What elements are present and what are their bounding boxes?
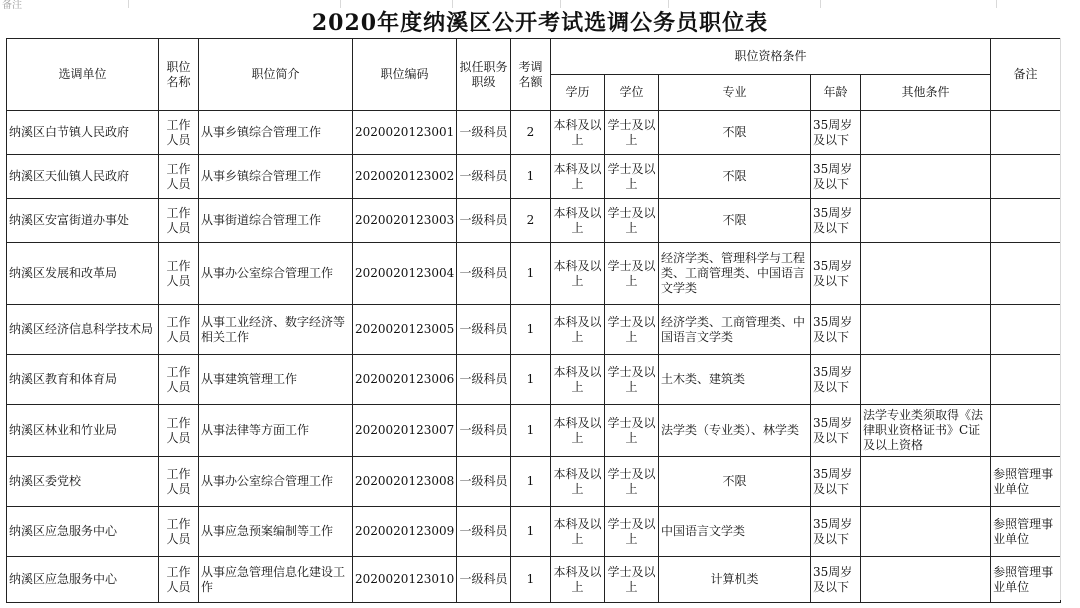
cell-education: 本科及以上 xyxy=(551,355,605,405)
cell-rank: 一级科员 xyxy=(457,405,511,457)
cell-note xyxy=(991,355,1061,405)
sheet-right-margin xyxy=(1060,38,1080,600)
cell-description: 从事乡镇综合管理工作 xyxy=(199,155,353,199)
header-age: 年龄 xyxy=(811,75,861,111)
header-qualifications: 职位资格条件 xyxy=(551,39,991,75)
header-unit: 选调单位 xyxy=(7,39,159,111)
cell-description: 从事法律等方面工作 xyxy=(199,405,353,457)
cell-age: 35周岁及以下 xyxy=(811,457,861,507)
cell-other xyxy=(861,355,991,405)
cell-major: 中国语言文学类 xyxy=(659,507,811,557)
cell-age: 35周岁及以下 xyxy=(811,355,861,405)
cell-other: 法学专业类须取得《法律职业资格证书》C证及以上资格 xyxy=(861,405,991,457)
cell-quota: 2 xyxy=(511,111,551,155)
cell-code: 2020020123001 xyxy=(353,111,457,155)
table-row xyxy=(7,457,1061,507)
corner-label: 备注 xyxy=(2,0,22,11)
cell-degree: 学士及以上 xyxy=(605,155,659,199)
cell-quota: 1 xyxy=(511,457,551,507)
cell-quota: 1 xyxy=(511,305,551,355)
cell-code: 2020020123007 xyxy=(353,405,457,457)
header-quota: 考调名额 xyxy=(511,39,551,111)
cell-degree: 学士及以上 xyxy=(605,557,659,603)
cell-description: 从事应急预案编制等工作 xyxy=(199,507,353,557)
cell-other xyxy=(861,507,991,557)
cell-education: 本科及以上 xyxy=(551,557,605,603)
cell-description: 从事办公室综合管理工作 xyxy=(199,243,353,305)
cell-education: 本科及以上 xyxy=(551,199,605,243)
cell-description: 从事办公室综合管理工作 xyxy=(199,457,353,507)
cell-rank: 一级科员 xyxy=(457,199,511,243)
cell-unit: 纳溪区应急服务中心 xyxy=(7,557,159,603)
cell-description: 从事乡镇综合管理工作 xyxy=(199,111,353,155)
cell-major: 法学类（专业类）、林学类 xyxy=(659,405,811,457)
cell-quota: 1 xyxy=(511,557,551,603)
cell-position-name: 工作人员 xyxy=(159,457,199,507)
cell-major: 不限 xyxy=(659,155,811,199)
cell-major: 土木类、建筑类 xyxy=(659,355,811,405)
cell-age: 35周岁及以下 xyxy=(811,507,861,557)
cell-major: 经济学类、工商管理类、中国语言文学类 xyxy=(659,305,811,355)
cell-unit: 纳溪区白节镇人民政府 xyxy=(7,111,159,155)
cell-unit: 纳溪区安富街道办事处 xyxy=(7,199,159,243)
cell-major: 计算机类 xyxy=(659,557,811,603)
cell-description: 从事应急管理信息化建设工作 xyxy=(199,557,353,603)
cell-unit: 纳溪区经济信息科学技术局 xyxy=(7,305,159,355)
table-row xyxy=(7,507,1061,557)
header-row xyxy=(7,39,1061,75)
cell-note xyxy=(991,111,1061,155)
header-position-name: 职位名称 xyxy=(159,39,199,111)
table-row xyxy=(7,155,1061,199)
cell-major: 经济学类、管理科学与工程类、工商管理类、中国语言文学类 xyxy=(659,243,811,305)
cell-major: 不限 xyxy=(659,111,811,155)
cell-unit: 纳溪区林业和竹业局 xyxy=(7,405,159,457)
cell-note xyxy=(991,243,1061,305)
cell-degree: 学士及以上 xyxy=(605,507,659,557)
cell-other xyxy=(861,305,991,355)
cell-quota: 1 xyxy=(511,405,551,457)
cell-other xyxy=(861,557,991,603)
header-code: 职位编码 xyxy=(353,39,457,111)
cell-position-name: 工作人员 xyxy=(159,305,199,355)
header-degree: 学位 xyxy=(605,75,659,111)
cell-unit: 纳溪区应急服务中心 xyxy=(7,507,159,557)
cell-rank: 一级科员 xyxy=(457,155,511,199)
cell-education: 本科及以上 xyxy=(551,405,605,457)
cell-note: 参照管理事业单位 xyxy=(991,457,1061,507)
cell-other xyxy=(861,457,991,507)
cell-degree: 学士及以上 xyxy=(605,305,659,355)
cell-position-name: 工作人员 xyxy=(159,405,199,457)
cell-rank: 一级科员 xyxy=(457,243,511,305)
cell-major: 不限 xyxy=(659,199,811,243)
header-other: 其他条件 xyxy=(861,75,991,111)
cell-rank: 一级科员 xyxy=(457,355,511,405)
cell-position-name: 工作人员 xyxy=(159,507,199,557)
cell-age: 35周岁及以下 xyxy=(811,155,861,199)
position-table xyxy=(6,38,1061,603)
cell-position-name: 工作人员 xyxy=(159,111,199,155)
cell-age: 35周岁及以下 xyxy=(811,305,861,355)
cell-note: 参照管理事业单位 xyxy=(991,557,1061,603)
cell-code: 2020020123004 xyxy=(353,243,457,305)
cell-rank: 一级科员 xyxy=(457,111,511,155)
cell-note xyxy=(991,199,1061,243)
cell-age: 35周岁及以下 xyxy=(811,199,861,243)
cell-age: 35周岁及以下 xyxy=(811,243,861,305)
header-description: 职位简介 xyxy=(199,39,353,111)
cell-education: 本科及以上 xyxy=(551,457,605,507)
cell-degree: 学士及以上 xyxy=(605,405,659,457)
cell-position-name: 工作人员 xyxy=(159,355,199,405)
cell-other xyxy=(861,243,991,305)
cell-rank: 一级科员 xyxy=(457,557,511,603)
cell-degree: 学士及以上 xyxy=(605,111,659,155)
cell-education: 本科及以上 xyxy=(551,155,605,199)
cell-position-name: 工作人员 xyxy=(159,243,199,305)
table-row xyxy=(7,355,1061,405)
cell-quota: 2 xyxy=(511,199,551,243)
cell-age: 35周岁及以下 xyxy=(811,557,861,603)
cell-education: 本科及以上 xyxy=(551,243,605,305)
cell-code: 2020020123005 xyxy=(353,305,457,355)
cell-quota: 1 xyxy=(511,243,551,305)
cell-major: 不限 xyxy=(659,457,811,507)
cell-code: 2020020123009 xyxy=(353,507,457,557)
cell-code: 2020020123006 xyxy=(353,355,457,405)
cell-note xyxy=(991,155,1061,199)
cell-degree: 学士及以上 xyxy=(605,355,659,405)
cell-other xyxy=(861,155,991,199)
cell-unit: 纳溪区教育和体育局 xyxy=(7,355,159,405)
cell-other xyxy=(861,199,991,243)
cell-education: 本科及以上 xyxy=(551,305,605,355)
cell-code: 2020020123010 xyxy=(353,557,457,603)
table-row xyxy=(7,111,1061,155)
cell-age: 35周岁及以下 xyxy=(811,405,861,457)
header-note: 备注 xyxy=(991,39,1061,111)
cell-note: 参照管理事业单位 xyxy=(991,507,1061,557)
cell-code: 2020020123002 xyxy=(353,155,457,199)
cell-education: 本科及以上 xyxy=(551,111,605,155)
table-row xyxy=(7,305,1061,355)
table-row xyxy=(7,199,1061,243)
header-major: 专业 xyxy=(659,75,811,111)
cell-position-name: 工作人员 xyxy=(159,557,199,603)
cell-unit: 纳溪区天仙镇人民政府 xyxy=(7,155,159,199)
cell-degree: 学士及以上 xyxy=(605,199,659,243)
cell-description: 从事建筑管理工作 xyxy=(199,355,353,405)
cell-degree: 学士及以上 xyxy=(605,457,659,507)
cell-description: 从事街道综合管理工作 xyxy=(199,199,353,243)
cell-degree: 学士及以上 xyxy=(605,243,659,305)
cell-note xyxy=(991,405,1061,457)
header-rank: 拟任职务职级 xyxy=(457,39,511,111)
cell-note xyxy=(991,305,1061,355)
cell-quota: 1 xyxy=(511,355,551,405)
cell-rank: 一级科员 xyxy=(457,507,511,557)
cell-rank: 一级科员 xyxy=(457,305,511,355)
cell-code: 2020020123003 xyxy=(353,199,457,243)
cell-rank: 一级科员 xyxy=(457,457,511,507)
cell-quota: 1 xyxy=(511,155,551,199)
cell-position-name: 工作人员 xyxy=(159,155,199,199)
cell-unit: 纳溪区发展和改革局 xyxy=(7,243,159,305)
cell-position-name: 工作人员 xyxy=(159,199,199,243)
header-education: 学历 xyxy=(551,75,605,111)
cell-unit: 纳溪区委党校 xyxy=(7,457,159,507)
cell-other xyxy=(861,111,991,155)
table-row xyxy=(7,405,1061,457)
cell-code: 2020020123008 xyxy=(353,457,457,507)
cell-age: 35周岁及以下 xyxy=(811,111,861,155)
cell-quota: 1 xyxy=(511,507,551,557)
table-row xyxy=(7,243,1061,305)
cell-description: 从事工业经济、数字经济等相关工作 xyxy=(199,305,353,355)
sheet-title: 2020年度纳溪区公开考试选调公务员职位表 xyxy=(311,10,769,36)
table-row xyxy=(7,557,1061,603)
cell-education: 本科及以上 xyxy=(551,507,605,557)
table-body xyxy=(7,39,1061,603)
